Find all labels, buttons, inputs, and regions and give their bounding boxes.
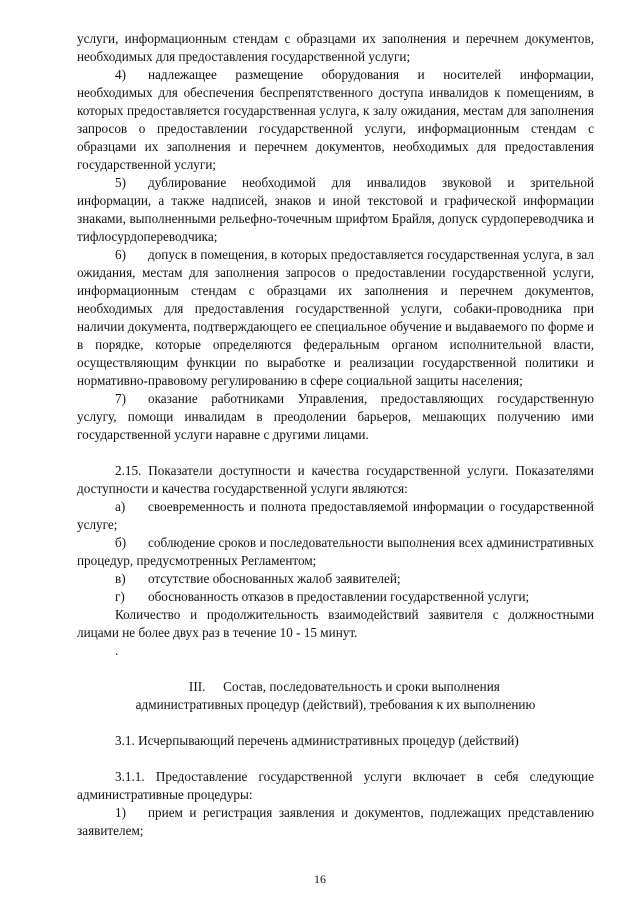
list-item-4 [77, 66, 594, 174]
list-letter: а) [115, 499, 126, 514]
list-number: 6) [115, 247, 126, 262]
section-number: III. [188, 679, 206, 694]
list-text: своевременность и полнота предоставляемой информации о государственной услуге; [77, 499, 594, 532]
section-heading [77, 678, 594, 696]
paragraph-3-1-1: 3.1.1. Предоставление государственной услуги включает в себя следующие административные процедуры: [77, 769, 594, 802]
section-heading-line-2: административных процедур (действий), требования к их выполнению [135, 697, 536, 712]
spacer [77, 714, 594, 732]
list-item-5 [77, 174, 594, 246]
list-letter: в) [115, 571, 126, 586]
list-item-b [77, 534, 594, 570]
list-item-7 [77, 390, 594, 444]
spacer [77, 444, 594, 462]
list-item-v [77, 570, 594, 588]
list-item-g [77, 588, 594, 606]
paragraph-2-15: 2.15. Показатели доступности и качества государственной услуги. Показателями доступности и качества государственной услуги являются: [77, 463, 594, 496]
list-letter: г) [115, 589, 125, 604]
list-item-a [77, 498, 594, 534]
list-text: отсутствие обоснованных жалоб заявителей; [148, 571, 401, 586]
list-number: 4) [115, 67, 126, 82]
spacer [77, 660, 594, 678]
list-text: надлежащее размещение оборудования и носителей информации, необходимых для обеспечения беспрепятственного доступа инвалидов к помещениям, в которых предоставляется государственная услуга, к залу ожидания, местам для заполнения запросов о предоставлении государственной услуги, информационным стендам с образцами их заполнения и перечнем документов, необходимых для предоставления государственной услуги; [77, 67, 594, 172]
paragraph-interactions: Количество и продолжительность взаимодействий заявителя с должностными лицами не более двух раз в течение 10 - 15 минут. [77, 607, 594, 640]
document-page [77, 30, 594, 840]
section-title-line-1: Состав, последовательность и сроки выполнения [223, 679, 500, 694]
page-number: 16 [314, 872, 326, 886]
list-text: прием и регистрация заявления и документов, подлежащих представлению заявителем; [77, 805, 594, 838]
stray-dot: . [115, 643, 119, 658]
list-text: оказание работниками Управления, предоставляющих государственную услугу, помощи инвалидам в преодолении барьеров, мешающих получению ими государственной услуги наравне с другими лицами. [77, 391, 594, 442]
list-item-6 [77, 246, 594, 390]
paragraph-continuation: услуги, информационным стендам с образцами их заполнения и перечнем документов, необходимых для предоставления государственной услуги; [77, 31, 594, 64]
list-text: допуск в помещения, в которых предоставляется государственная услуга, в зал ожидания, местам для заполнения запросов о предоставлении государственной услуги, информационным стендам с образцами их заполнения и перечнем документов, необходимых для предоставления государственной услуги, собаки-проводника при наличии документа, подтверждающего ее специальное обучение и выдаваемого по форме и в порядке, которые определяются федеральным органом исполнительной власти, осуществляющим функции по выработке и реализации государственной политики и нормативно-правовому регулированию в сфере социальной защиты населения; [77, 247, 594, 388]
list-text: дублирование необходимой для инвалидов звуковой и зрительной информации, а также надписей, знаков и иной текстовой и графической информации знаками, выполненными рельефно-точечным шрифтом Брайля, допуск сурдопереводчика и тифлосурдопереводчика; [77, 175, 594, 244]
list-number: 5) [115, 175, 126, 190]
spacer [77, 750, 594, 768]
list-text: обоснованность отказов в предоставлении государственной услуги; [148, 589, 530, 604]
list-text: соблюдение сроков и последовательности выполнения всех административных процедур, предусмотренных Регламентом; [77, 535, 594, 568]
list-number: 1) [115, 805, 126, 820]
list-number: 7) [115, 391, 126, 406]
paragraph-3-1: 3.1. Исчерпывающий перечень административных процедур (действий) [115, 733, 519, 748]
list-letter: б) [115, 535, 127, 550]
list-item-1 [77, 804, 594, 840]
